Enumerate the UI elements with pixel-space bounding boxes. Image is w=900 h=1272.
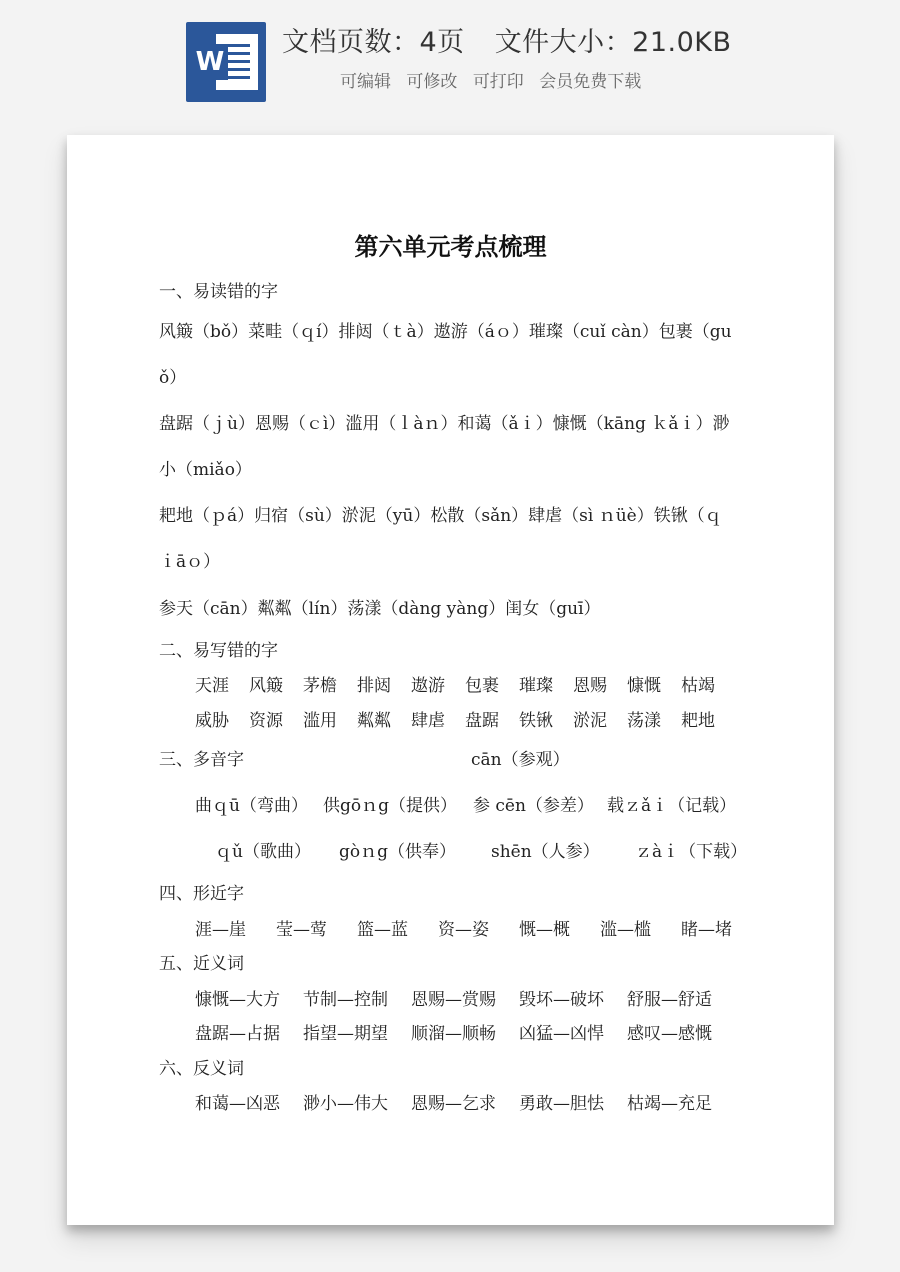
file-info-title <box>282 20 732 59</box>
document-title: 第六单元考点梳理 <box>354 232 547 261</box>
word-pair: 慨—概 <box>519 920 570 940</box>
file-size: 文件大小：21.0KB <box>494 27 732 58</box>
word-item: 风簸 <box>249 676 283 696</box>
similar-shape-row <box>195 915 732 940</box>
word-pair: 恩赐—乞求 <box>411 1094 496 1114</box>
word-item: 排闼 <box>357 676 391 696</box>
polyphonic-can: cān（参观） <box>471 750 570 770</box>
word-pair: 涯—崖 <box>195 920 246 940</box>
word-pair: 睹—堵 <box>681 920 732 940</box>
misread-line-6: ｉāｏ） <box>159 552 221 572</box>
word-pair: 资—姿 <box>438 920 489 940</box>
word-pair: 感叹—感慨 <box>627 1024 712 1044</box>
feature-list <box>340 67 651 92</box>
word-item: 威胁 <box>195 711 229 731</box>
polyphonic-item: 供gōｎg（提供） <box>323 796 457 816</box>
word-item: 耙地 <box>681 711 715 731</box>
word-item: 天涯 <box>195 676 229 696</box>
word-pair: 和蔼—凶恶 <box>195 1094 280 1114</box>
feature-modifiable: 可修改 <box>406 72 458 92</box>
misread-line-2: ǒ） <box>159 368 187 388</box>
polyphonic-row-2 <box>215 837 747 862</box>
download-banner <box>0 0 900 120</box>
polyphonic-item: 载ｚǎｉ（记载） <box>607 796 737 816</box>
polyphonic-item: ｑǔ（歌曲） <box>215 842 311 862</box>
word-pair: 渺小—伟大 <box>303 1094 388 1114</box>
section-heading-similar-shape: 四、形近字 <box>159 884 244 904</box>
word-pair: 指望—期望 <box>303 1024 388 1044</box>
word-pair: 恩赐—赏赐 <box>411 990 496 1010</box>
polyphonic-item: 参 cēn（参差） <box>473 796 594 816</box>
word-icon <box>186 22 266 102</box>
word-pair: 勇敢—胆怯 <box>519 1094 604 1114</box>
word-pair: 篮—蓝 <box>357 920 408 940</box>
word-item: 茅檐 <box>303 676 337 696</box>
feature-member-download: 会员免费下载 <box>539 72 642 92</box>
word-item: 荡漾 <box>627 711 661 731</box>
word-item: 资源 <box>249 711 283 731</box>
polyphonic-item: 曲ｑū（弯曲） <box>195 796 308 816</box>
misread-line-1: 风簸（bǒ）菜畦（ｑí）排闼（ｔà）遨游（áｏ）璀璨（cuǐ càn）包裹（gu <box>159 322 732 342</box>
misread-line-4: 小（miǎo） <box>159 460 252 480</box>
synonyms-row-1 <box>195 985 712 1010</box>
word-item: 璀璨 <box>519 676 553 696</box>
word-pair: 毁坏—破坏 <box>519 990 604 1010</box>
miswritten-row-2 <box>195 706 715 731</box>
word-item: 枯竭 <box>681 676 715 696</box>
word-pair: 滥—槛 <box>600 920 651 940</box>
section-heading-miswritten: 二、易写错的字 <box>159 641 278 661</box>
feature-printable: 可打印 <box>472 72 524 92</box>
polyphonic-row-1 <box>195 791 736 816</box>
misread-line-5: 耙地（ｐá）归宿（sù）淤泥（yū）松散（sǎn）肆虐（sì ｎüè）铁锹（ｑ <box>159 506 722 526</box>
word-item: 恩赐 <box>573 676 607 696</box>
document-page <box>67 135 834 1225</box>
synonyms-row-2 <box>195 1019 712 1044</box>
word-pair: 枯竭—充足 <box>627 1094 712 1114</box>
antonyms-row <box>195 1089 712 1114</box>
word-pair: 莹—莺 <box>276 920 327 940</box>
word-w-letter-icon: W <box>192 44 228 80</box>
word-item: 盘踞 <box>465 711 499 731</box>
miswritten-row-1 <box>195 671 715 696</box>
polyphonic-item: gòｎg（供奉） <box>339 842 456 862</box>
section-heading-misread: 一、易读错的字 <box>159 282 278 302</box>
word-item: 包裹 <box>465 676 499 696</box>
word-item: 慷慨 <box>627 676 661 696</box>
word-pair: 盘踞—占据 <box>195 1024 280 1044</box>
word-item: 滥用 <box>303 711 337 731</box>
misread-line-7: 参天（cān）粼粼（lín）荡漾（dàng yàng）闺女（guī） <box>159 599 601 619</box>
word-item: 淤泥 <box>573 711 607 731</box>
word-pair: 顺溜—顺畅 <box>411 1024 496 1044</box>
word-item: 粼粼 <box>357 711 391 731</box>
word-pair: 凶猛—凶悍 <box>519 1024 604 1044</box>
word-item: 遨游 <box>411 676 445 696</box>
feature-editable: 可编辑 <box>340 72 391 92</box>
polyphonic-item: ｚàｉ（下载） <box>635 842 748 862</box>
word-item: 肆虐 <box>411 711 445 731</box>
section-heading-polyphonic: 三、多音字 <box>159 750 244 770</box>
polyphonic-item: shēn（人参） <box>491 842 600 862</box>
word-pair: 舒服—舒适 <box>627 990 712 1010</box>
word-item: 铁锹 <box>519 711 553 731</box>
word-pair: 节制—控制 <box>303 990 388 1010</box>
section-heading-synonyms: 五、近义词 <box>159 954 244 974</box>
section-heading-antonyms: 六、反义词 <box>159 1059 244 1079</box>
page-count: 文档页数：4页 <box>282 27 465 58</box>
misread-line-3: 盘踞（ｊù）恩赐（ｃì）滥用（ｌàｎ）和蔼（ǎｉ）慷慨（kāng ｋǎｉ）渺 <box>159 414 730 434</box>
word-pair: 慷慨—大方 <box>195 990 280 1010</box>
